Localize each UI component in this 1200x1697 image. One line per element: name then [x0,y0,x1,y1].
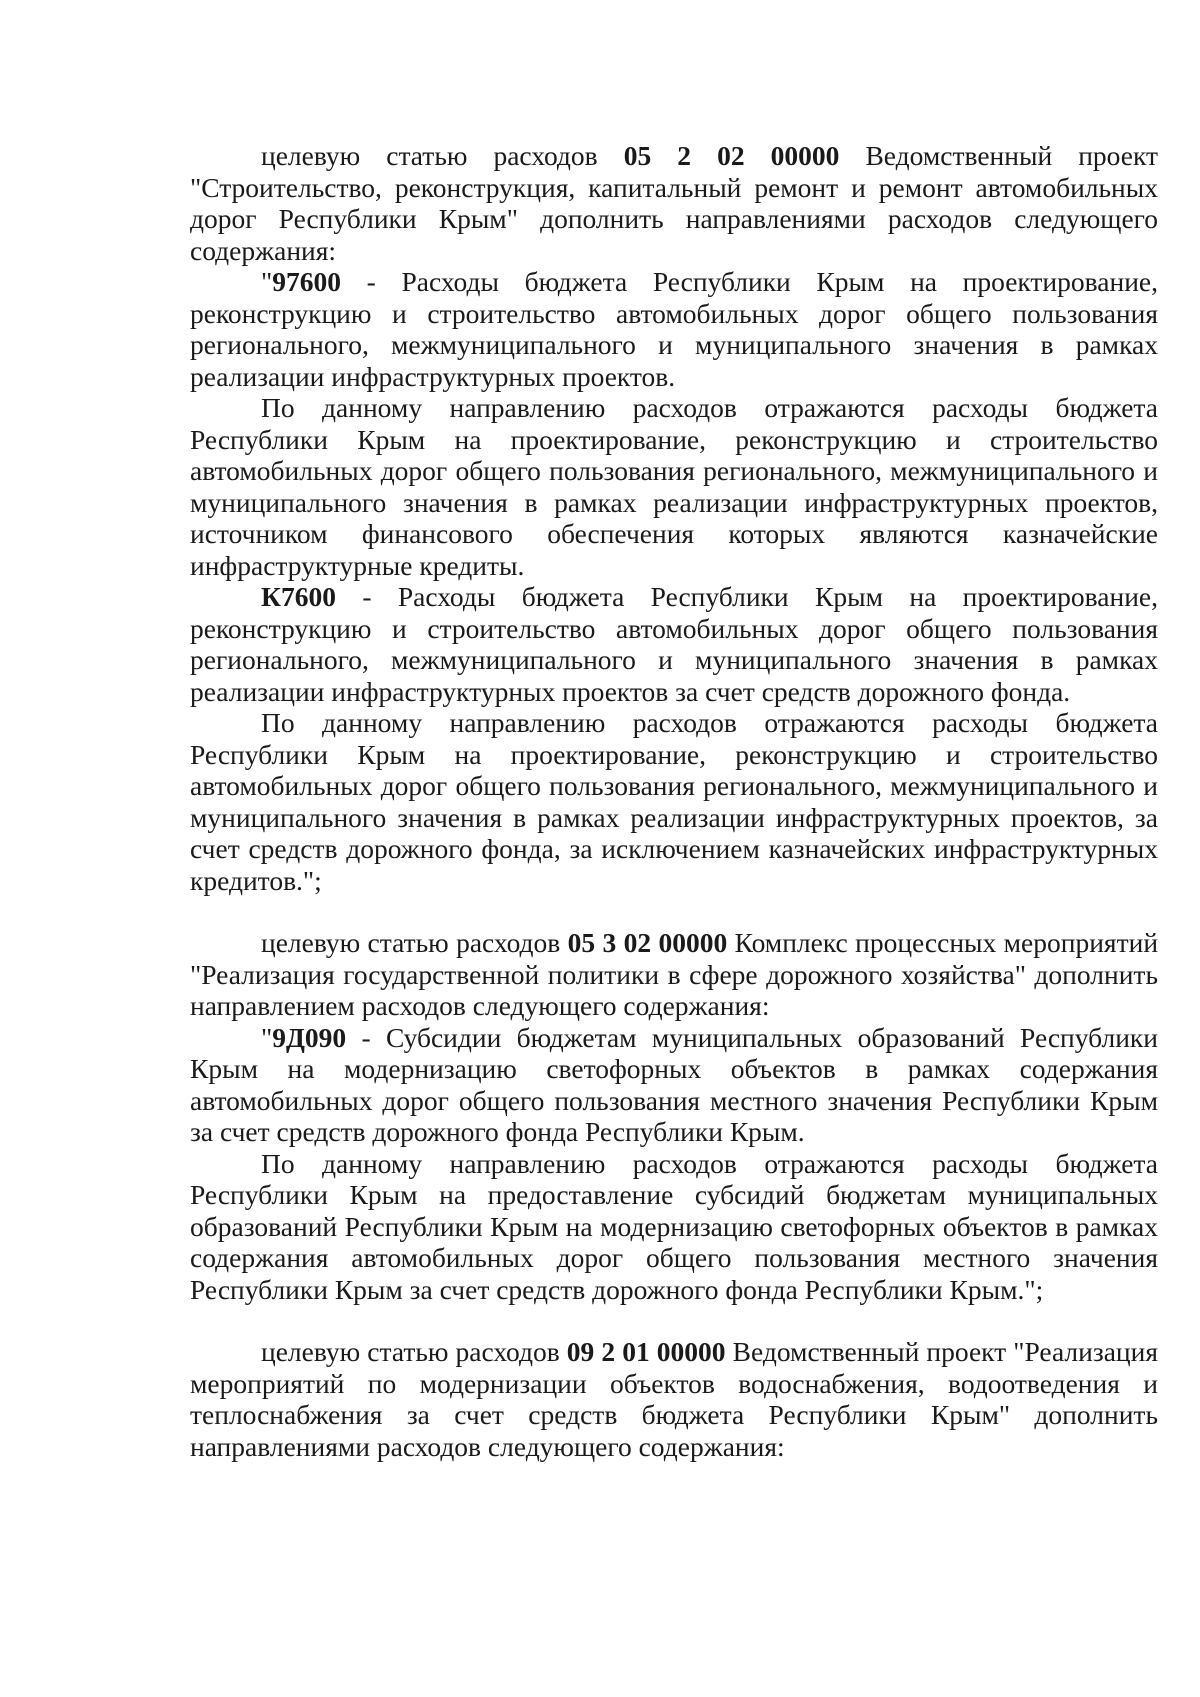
intro-prefix: целевую статью расходов [261,140,598,171]
section-05-2-02 [190,140,1158,896]
target-article-code: 09 2 01 00000 [566,1336,726,1367]
intro-prefix: целевую статью расходов [261,1336,560,1367]
intro-text: Комплекс процессных мероприятий "Реализация государственной политики в сфере дорожного хозяйства" дополнить направлением расходов следующего содержания: [190,927,1159,1021]
expense-code: 97600 [272,266,341,297]
expense-item [190,581,1158,707]
expense-text: - Расходы бюджета Республики Крым на проектирование, реконструкцию и строительство автомобильных дорог общего пользования регионального, межмуниципального и муниципального значения в рамках реализации инфраструктурных проектов. [190,266,1158,392]
expense-description: По данному направлению расходов отражаются расходы бюджета Республики Крым на предоставление субсидий бюджетам муниципальных образований Республики Крым на модернизацию светофорных объектов в рамках содержания автомобильных дорог общего пользования местного значения Республики Крым за счет средств дорожного фонда Республики Крым."; [190,1147,1158,1305]
opening-quote: " [261,1021,273,1053]
opening-quote: " [261,266,273,297]
section-intro [190,927,1158,1022]
expense-code: К7600 [261,581,336,612]
section-09-2-01 [190,1336,1158,1462]
intro-text: Ведомственный проект "Строительство, реконструкция, капитальный ремонт и ремонт автомобильных дорог Республики Крым" дополнить направлениями расходов следующего содержания: [190,140,1158,266]
expense-item [190,1022,1158,1148]
document-body [190,140,1158,1462]
expense-item [190,266,1158,392]
expense-text: - Субсидии бюджетам муниципальных образований Республики Крым на модернизацию светофорных объектов в рамках содержания автомобильных дорог общего пользования местного значения Республики Крым за счет средств дорожного фонда Республики Крым. [190,1021,1158,1147]
expense-code: 9Д090 [272,1021,347,1053]
expense-text: - Расходы бюджета Республики Крым на проектирование, реконструкцию и строительство автомобильных дорог общего пользования регионального, межмуниципального и муниципального значения в рамках реализации инфраструктурных проектов за счет средств дорожного фонда. [190,581,1158,707]
section-intro [190,140,1158,266]
intro-prefix: целевую статью расходов [261,927,561,958]
section-intro [190,1336,1158,1462]
expense-description: По данному направлению расходов отражаются расходы бюджета Республики Крым на проектирование, реконструкцию и строительство автомобильных дорог общего пользования регионального, межмуниципального и муниципального значения в рамках реализации инфраструктурных проектов, за счет средств дорожного фонда, за исключением казначейских инфраструктурных кредитов."; [190,707,1158,896]
section-05-3-02 [190,927,1158,1305]
target-article-code: 05 2 02 00000 [623,140,840,171]
target-article-code: 05 3 02 00000 [567,927,728,958]
intro-text: Ведомственный проект "Реализация мероприятий по модернизации объектов водоснабжения, водоотведения и теплоснабжения за счет средств бюджета Республики Крым" дополнить направлениями расходов следующего содержания: [190,1336,1159,1462]
expense-description: По данному направлению расходов отражаются расходы бюджета Республики Крым на проектирование, реконструкцию и строительство автомобильных дорог общего пользования регионального, межмуниципального и муниципального значения в рамках реализации инфраструктурных проектов, источником финансового обеспечения которых являются казначейские инфраструктурные кредиты. [190,392,1158,581]
